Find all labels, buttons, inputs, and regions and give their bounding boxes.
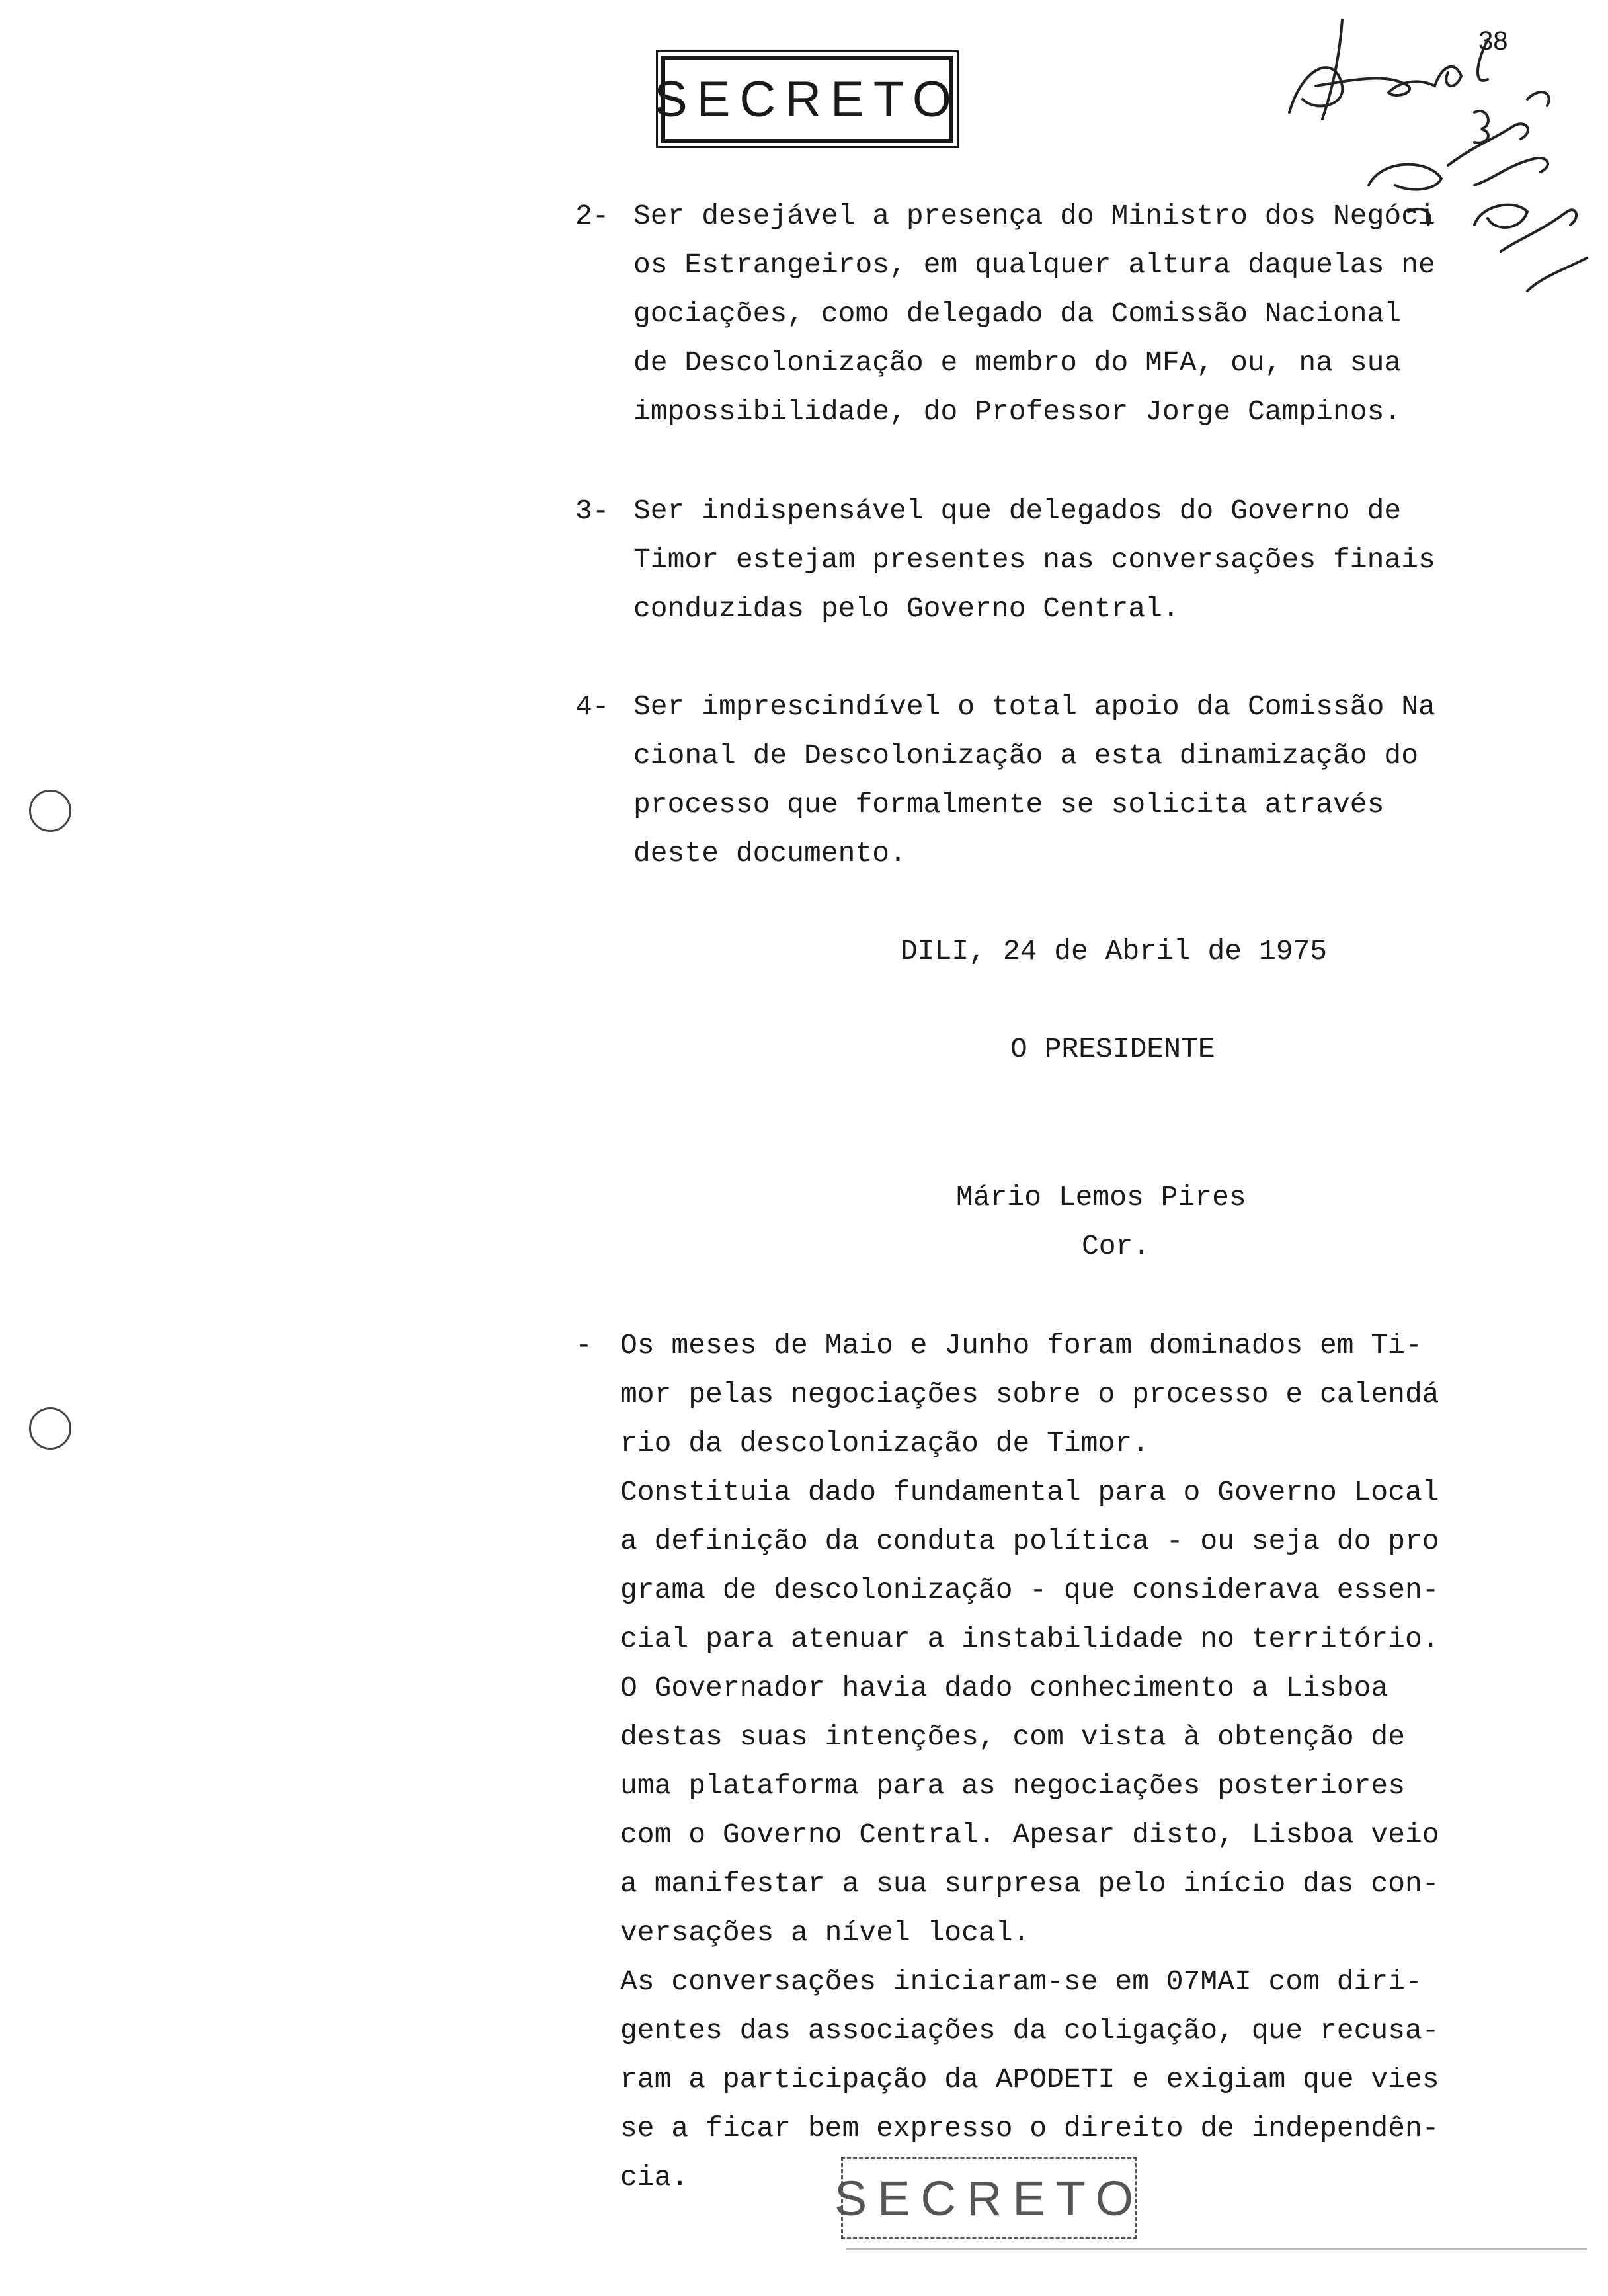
signature-title: O PRESIDENTE [1010,1033,1215,1065]
text-line: uma plataforma para as negociações posteriores [620,1770,1405,1802]
text-line: a definição da conduta política - ou seja do pro [620,1525,1439,1557]
text-line: Os meses de Maio e Junho foram dominados em Ti- [620,1329,1422,1362]
text-line: Constituia dado fundamental para o Governo Local [620,1476,1439,1508]
text-line: a manifestar a sua surpresa pelo início das con- [620,1867,1439,1900]
item-2 [575,192,1501,443]
item-3 [575,487,1501,639]
scan-line [846,2248,1587,2250]
text-line: ram a participação da APODETI e exigiam que vies [620,2063,1439,2096]
item-text [633,487,1435,634]
text-line: cional de Descolonização a esta dinamização do [633,739,1418,772]
text-line: processo que formalmente se solicita através [633,788,1385,821]
signatory-name: Mário Lemos Pires [956,1181,1246,1213]
punch-hole-lower [29,1407,71,1450]
text-line: As conversações iniciaram-se em 07MAI com diri- [620,1965,1422,1998]
item-number: 4- [575,690,610,723]
text-line: de Descolonização e membro do MFA, ou, na sua [633,347,1402,379]
punch-hole-upper [29,790,71,832]
secret-stamp-bottom: SECRETO [841,2157,1137,2239]
text-line: os Estrangeiros, em qualquer altura daquelas ne [633,249,1435,281]
text-line: grama de descolonização - que considerava essen- [620,1574,1439,1606]
text-line: gentes das associações da coligação, que recusa- [620,2014,1439,2047]
page-number: 38 [1478,26,1508,56]
text-line: Ser desejável a presença do Ministro dos Negóci [633,200,1435,232]
narrative-text [620,1321,1439,2202]
item-text [633,192,1435,436]
text-line: com o Governo Central. Apesar disto, Lisboa veio [620,1819,1439,1851]
narrative-dash: - [575,1329,592,1362]
text-line: O Governador havia dado conhecimento a Lisboa [620,1672,1388,1704]
item-4 [575,682,1501,881]
text-line: gociações, como delegado da Comissão Nacional [633,298,1402,330]
dateline: DILI, 24 de Abril de 1975 [901,935,1328,967]
text-line: mor pelas negociações sobre o processo e calendá [620,1378,1439,1411]
text-line: cial para atenuar a instabilidade no território. [620,1623,1439,1655]
item-number: 2- [575,200,610,232]
text-line: versações a nível local. [620,1916,1030,1949]
text-line: rio da descolonização de Timor. [620,1427,1149,1459]
text-line: impossibilidade, do Professor Jorge Campinos. [633,395,1402,428]
text-line: cia. [620,2161,689,2194]
item-text [633,682,1435,878]
text-line: conduzidas pelo Governo Central. [633,593,1180,625]
item-number: 3- [575,495,610,527]
text-line: se a ficar bem expresso o direito de independên- [620,2112,1439,2145]
signatory-rank: Cor. [1082,1230,1150,1262]
text-line: Ser imprescindível o total apoio da Comissão Na [633,690,1435,723]
text-line: Timor estejam presentes nas conversações finais [633,544,1435,576]
text-line: Ser indispensável que delegados do Governo de [633,495,1402,527]
text-line: deste documento. [633,837,906,870]
secret-stamp-top: SECRETO [661,56,953,143]
text-line: destas suas intenções, com vista à obtenção de [620,1721,1405,1753]
